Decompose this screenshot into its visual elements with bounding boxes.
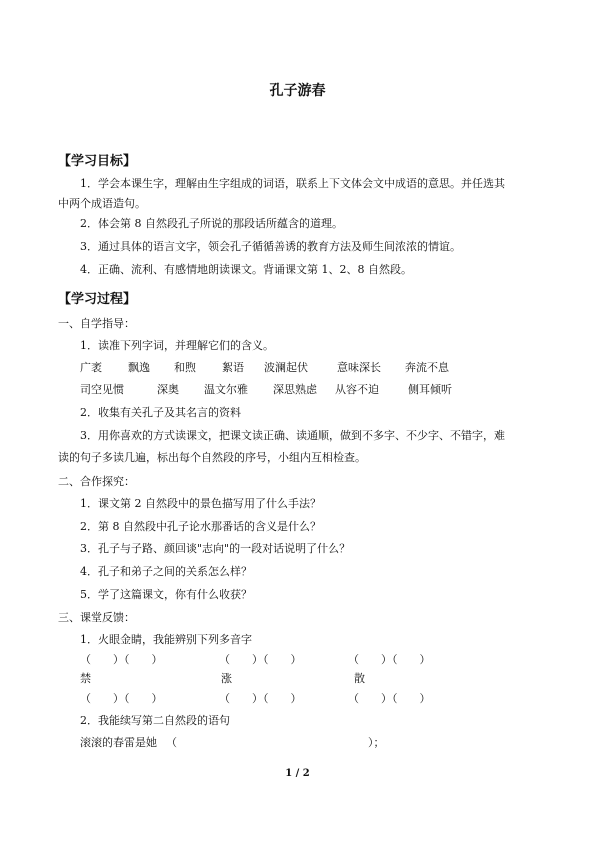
part3-title: 三、课堂反馈：	[58, 611, 135, 624]
process-heading: 【学习过程】	[58, 292, 137, 307]
part1-item1: 1．读准下列字词，并理解它们的含义。	[80, 339, 274, 352]
part2-item-4: 4．孔子和弟子之间的关系怎么样？	[80, 565, 252, 578]
polyphonic-char-zhang: 涨	[221, 672, 232, 685]
word: 奔流不息	[405, 361, 449, 374]
word: 深奥	[157, 383, 179, 396]
page-number: 1 / 2	[285, 768, 310, 779]
pinyin-blank-pair[interactable]: （ ）（ ）	[80, 653, 163, 666]
part1-item2: 2．收集有关孔子及其名言的资料	[80, 406, 241, 419]
word: 司空见惯	[80, 383, 124, 396]
goal-4: 4．正确、流利、有感情地朗读课文。背诵课文第 1、2、8 自然段。	[80, 263, 412, 276]
word: 意味深长	[337, 361, 381, 374]
goal-2: 2．体会第 8 自然段孔子所说的那段话所蕴含的道理。	[80, 217, 343, 230]
part1-item3-line-1: 3．用你喜欢的方式读课文，把课文读正确、读通顺，做到不多字、不少字、不错字，难	[80, 429, 505, 442]
pinyin-blank-pair[interactable]: （ ）（ ）	[348, 653, 431, 666]
part2-title: 二、合作探究：	[58, 475, 135, 488]
close-paren: ）；	[368, 736, 385, 749]
goal-1-line-1: 1．学会本课生字，理解由生字组成的词语，联系上下文体会文中成语的意思。并任选其	[80, 177, 505, 190]
word: 从容不迫	[335, 383, 379, 396]
part1-title: 一、自学指导：	[58, 317, 135, 330]
word: 侧耳倾听	[408, 383, 452, 396]
pinyin-blank-pair[interactable]: （ ）（ ）	[80, 692, 163, 705]
goal-1-line-2: 中两个成语造句。	[58, 197, 146, 210]
part2-item-1: 1．课文第 2 自然段中的景色描写用了什么手法？	[80, 497, 321, 510]
goal-3: 3．通过具体的语言文字，领会孔子循循善诱的教育方法及师生间浓浓的情谊。	[80, 240, 461, 253]
word: 飘逸	[128, 361, 150, 374]
word: 温文尔雅	[204, 383, 248, 396]
sentence-start: 滚滚的春雷是她	[80, 736, 157, 749]
word: 深思熟虑	[273, 383, 317, 396]
sentence-answer-blank[interactable]	[182, 736, 368, 750]
pinyin-blank-pair[interactable]: （ ）（ ）	[219, 653, 302, 666]
pinyin-blank-pair[interactable]: （ ）（ ）	[219, 692, 302, 705]
goals-heading: 【学习目标】	[58, 154, 137, 169]
word: 波澜起伏	[264, 361, 308, 374]
part2-item-3: 3．孔子与子路、颜回谈"志向"的一段对话说明了什么？	[80, 542, 351, 555]
page-title: 孔子游春	[269, 83, 326, 99]
part3-item1: 1．火眼金睛，我能辨别下列多音字	[80, 633, 252, 646]
word: 广袤	[80, 361, 102, 374]
pinyin-blank-pair[interactable]: （ ）（ ）	[348, 692, 431, 705]
part2-item-5: 5．学了这篇课文，你有什么收获？	[80, 588, 252, 601]
part3-item2: 2．我能续写第二自然段的语句	[80, 714, 230, 727]
polyphonic-char-jin: 禁	[80, 672, 91, 685]
part2-item-2: 2．第 8 自然段中孔子论水那番话的含义是什么？	[80, 520, 321, 533]
open-paren: （	[166, 736, 177, 749]
part1-item3-line-2: 读的句子多读几遍，标出每个自然段的序号，小组内互相检查。	[58, 451, 366, 464]
polyphonic-char-san: 散	[354, 672, 365, 685]
word: 絮语	[222, 361, 244, 374]
word: 和煦	[174, 361, 196, 374]
